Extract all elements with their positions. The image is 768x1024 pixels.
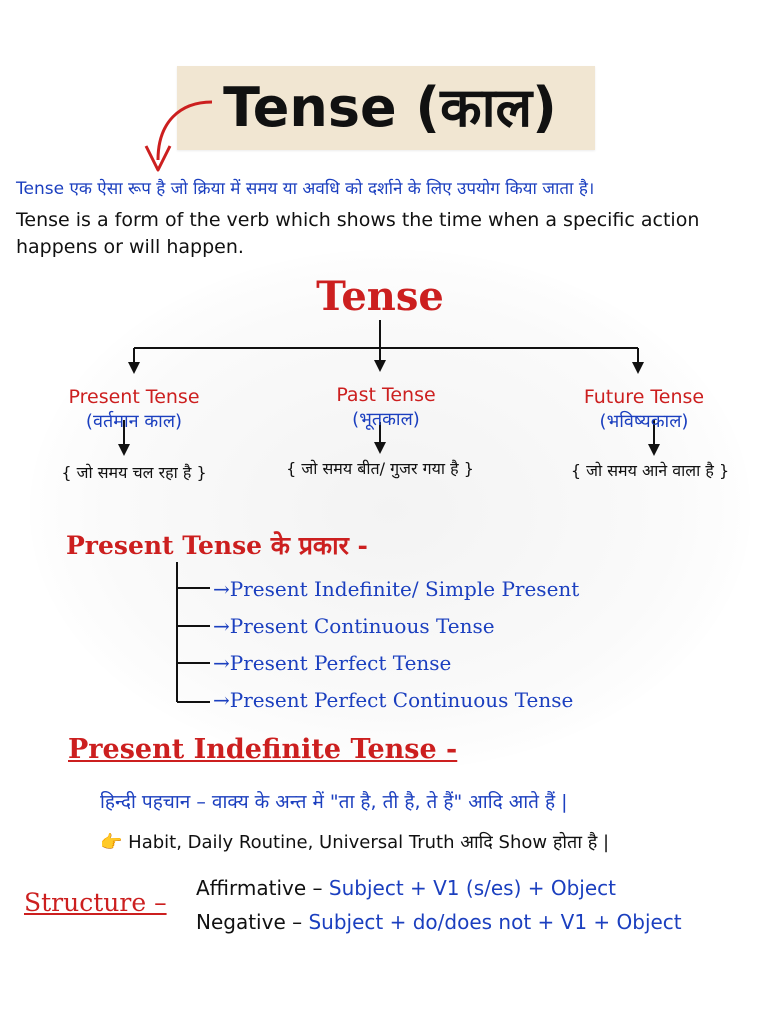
habit-text: Habit, Daily Routine, Universal Truth आदि Show होता है | <box>128 832 610 853</box>
present-type-item: →Present Continuous Tense <box>213 614 495 638</box>
curved-arrow-icon <box>130 92 220 178</box>
negative-line <box>196 910 682 934</box>
structure-label: Structure – <box>24 888 167 917</box>
branch-present-title: Present Tense <box>68 386 200 408</box>
definition-english: Tense is a form of the verb which shows the time when a specific action happens or will happen. <box>16 209 700 258</box>
indefinite-heading: Present Indefinite Tense - <box>68 734 458 765</box>
present-type-item: →Present Indefinite/ Simple Present <box>213 577 580 601</box>
present-type-item: →Present Perfect Tense <box>213 651 452 675</box>
present-type-item: →Present Perfect Continuous Tense <box>213 688 574 712</box>
negative-key: Negative – <box>196 910 309 934</box>
page-title: Tense (काल) <box>223 76 557 139</box>
definition-hindi: Tense एक ऐसा रूप है जो क्रिया में समय या अवधि को दर्शाने के लिए उपयोग किया जाता है। <box>16 179 595 199</box>
branch-present-desc: { जो समय चल रहा है } <box>61 463 207 482</box>
negative-value: Subject + do/does not + V1 + Object <box>308 910 682 934</box>
hindi-pehchan: हिन्दी पहचान – वाक्य के अन्त में "ता है, ती है, ते हैं" आदि आते हैं | <box>100 791 568 813</box>
affirmative-value: Subject + V1 (s/es) + Object <box>328 876 616 900</box>
branch-future-title: Future Tense <box>583 386 705 408</box>
branch-past-hindi: (भूतकाल) <box>352 409 420 430</box>
affirmative-line <box>196 876 616 900</box>
branch-future-desc: { जो समय आने वाला है } <box>570 461 730 480</box>
diagram-root-label: Tense <box>316 273 444 320</box>
branch-past-title: Past Tense <box>336 384 436 406</box>
branch-future-hindi: (भविष्यकाल) <box>599 411 689 432</box>
affirmative-key: Affirmative – <box>196 876 329 900</box>
pointing-hand-icon: 👉 <box>100 832 123 853</box>
habit-line <box>100 830 609 854</box>
branch-present-hindi: (वर्तमान काल) <box>85 411 183 432</box>
present-types-heading: Present Tense के प्रकार - <box>66 531 368 560</box>
branch-past-desc: { जो समय बीत/ गुजर गया है } <box>286 459 474 478</box>
